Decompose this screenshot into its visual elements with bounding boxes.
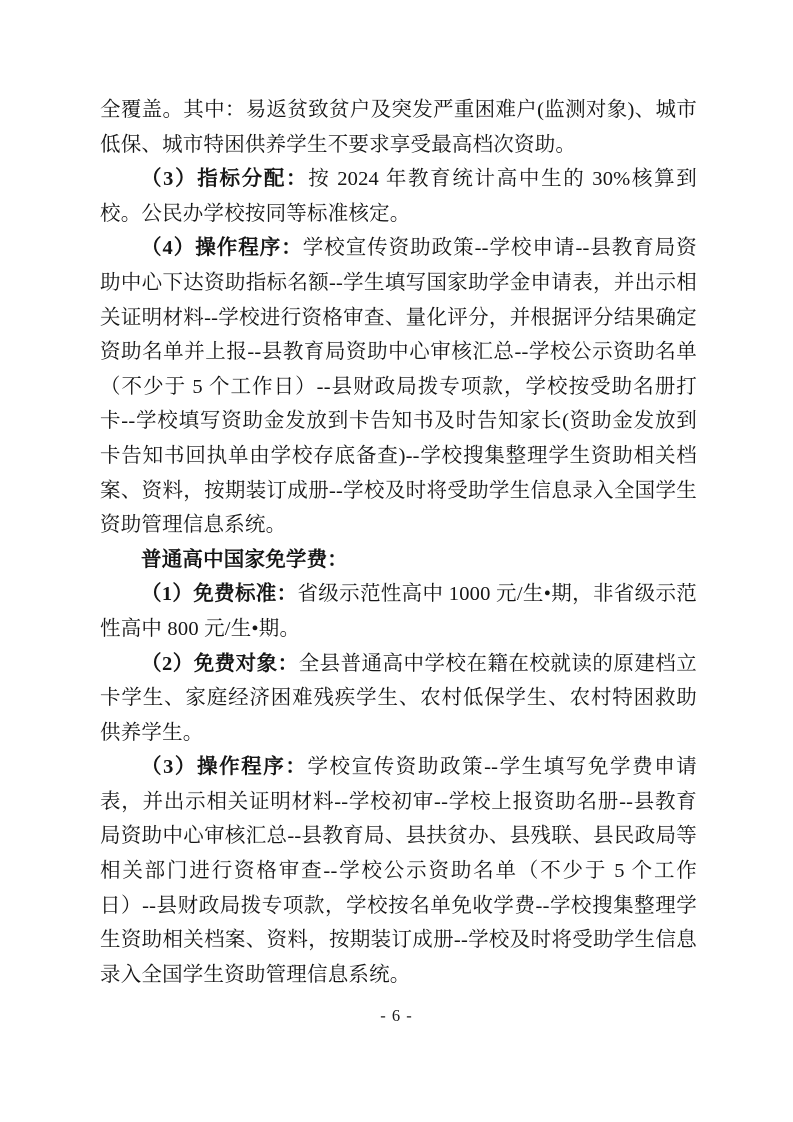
paragraph-text: 全覆盖。其中：易返贫致贫户及突发严重困难户(监测对象)、城市低保、城市特困供养学生不要求享受最高档次资助。 [100,99,697,156]
paragraph-continuation [100,93,697,162]
paragraph-lead: （2）免费对象： [141,652,299,675]
paragraph-waiver-standard [100,577,697,646]
paragraph-waiver-target [100,647,697,751]
document-body [100,93,697,992]
paragraph-lead: （4）操作程序： [141,237,303,260]
page-number: - 6 - [380,1006,413,1025]
paragraph-operating-procedure-waiver [100,750,697,992]
paragraph-text: 学校宣传资助政策--学校申请--县教育局资助中心下达资助指标名额--学生填写国家助学金申请表，并出示相关证明材料--学校进行资格审查、量化评分，并根据评分结果确定资助名单并上报--县教育局资助中心审核汇总--学校公示资助名单（不少于 5 个工作日）--县财政局拨专项款，学校按受助名册打卡--学校填写资助金发放到卡告知书及时告知家长(资助金发放到卡告知书回执单由学校存底备查)--学校搜集整理学生资助相关档案、资料，按期装订成册--学校及时将受助学生信息录入全国学生资助管理信息系统。 [100,237,697,537]
section-heading-tuition-waiver [100,543,697,578]
paragraph-text: 学校宣传资助政策--学生填写免学费申请表，并出示相关证明材料--学校初审--学校上报资助名册--县教育局资助中心审核汇总--县教育局、县扶贫办、县残联、县民政局等相关部门进行资格审查--学校公示资助名单（不少于 5 个工作日）--县财政局拨专项款，学校按名单免收学费--学校搜集整理学生资助相关档案、资料，按期装订成册--学校及时将受助学生信息录入全国学生资助管理信息系统。 [100,756,697,986]
paragraph-lead: （3）操作程序： [141,756,308,779]
paragraph-lead: （1）免费标准： [141,583,298,606]
paragraph-text: 按 2024 年教育统计高中生的 30%核算到校。公民办学校按同等标准核定。 [100,168,697,225]
paragraph-quota-allocation [100,162,697,231]
paragraph-operating-procedure-grant [100,231,697,542]
section-heading-text: 普通高中国家免学费： [141,548,348,571]
paragraph-text: 全县普通高中学校在籍在校就读的原建档立卡学生、家庭经济困难残疾学生、农村低保学生、农村特困救助供养学生。 [100,652,697,744]
paragraph-text: 省级示范性高中 1000 元/生•期，非省级示范性高中 800 元/生•期。 [100,583,697,640]
paragraph-lead: （3）指标分配： [141,168,309,191]
